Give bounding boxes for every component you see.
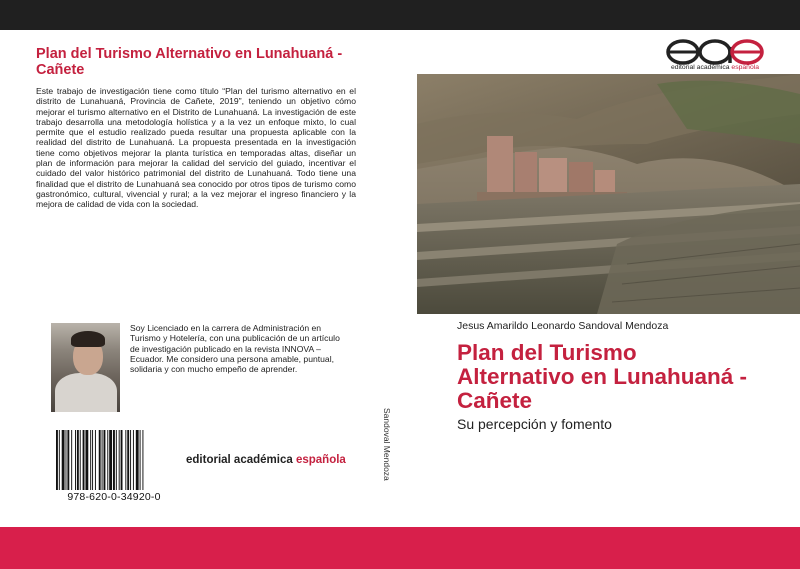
author-photo	[51, 323, 120, 412]
bottom-band	[0, 527, 800, 569]
back-cover-description: Este trabajo de investigación tiene como título “Plan del turismo alternativo en el distrito de Lunahuaná, Provincia de Cañete, 2019”, teniendo un objetivo cómo mejorar el turismo alternativo en el Distrito de Lunahuaná. La investigación de este trabajo desarrolla una metodología holística y a la vez un enfoque mixto, lo cual permite que el estudio realizado pueda resultar una propuesta aplicable con la realidad del distrito de Lunahuaná. La propuesta presentada en la investigación tiene como objetivos mejorar la planta turística en temporadas altas, diseñar un plan de información para mejorar la calidad del servicio del guiado, incentivar el cuidado del valor histórico patrimonial del distrito de Lunahuaná. Todo tiene una finalidad que el distrito de Lunahuaná sea conocido por otros tipos de turismo como gastronómico, cultural, vivencial y rural; a la vez mejorar el ingreso financiero y la mejora de calidad de vida con la sociedad.	[36, 86, 356, 210]
back-publisher-name: editorial académica española	[186, 454, 346, 466]
front-title: Plan del Turismo Alternativo en Lunahuaná - Cañete	[457, 340, 748, 413]
top-band	[0, 0, 800, 30]
front-subtitle: Su percepción y fomento	[457, 416, 612, 432]
isbn-number: 978-620-0-34920-0	[67, 491, 161, 503]
front-author: Jesus Amarildo Leonardo Sandoval Mendoza	[457, 320, 669, 332]
logo-caption: editorial académica española	[670, 64, 760, 71]
barcode	[52, 428, 176, 510]
back-cover-title: Plan del Turismo Alternativo en Lunahuaná - Cañete	[36, 46, 343, 78]
barcode-bars	[56, 430, 172, 490]
author-bio: Soy Licenciado en la carrera de Administración en Turismo y Hotelería, con una publicación de un artículo de investigación publicado en la revista INNOVA – Ecuador. Me considero una persona amable, puntual, solidaria y con mucho empeño de aprender.	[130, 323, 340, 375]
cover-photo-ruins	[417, 74, 800, 314]
spine-author: Sandoval Mendoza	[382, 408, 392, 481]
